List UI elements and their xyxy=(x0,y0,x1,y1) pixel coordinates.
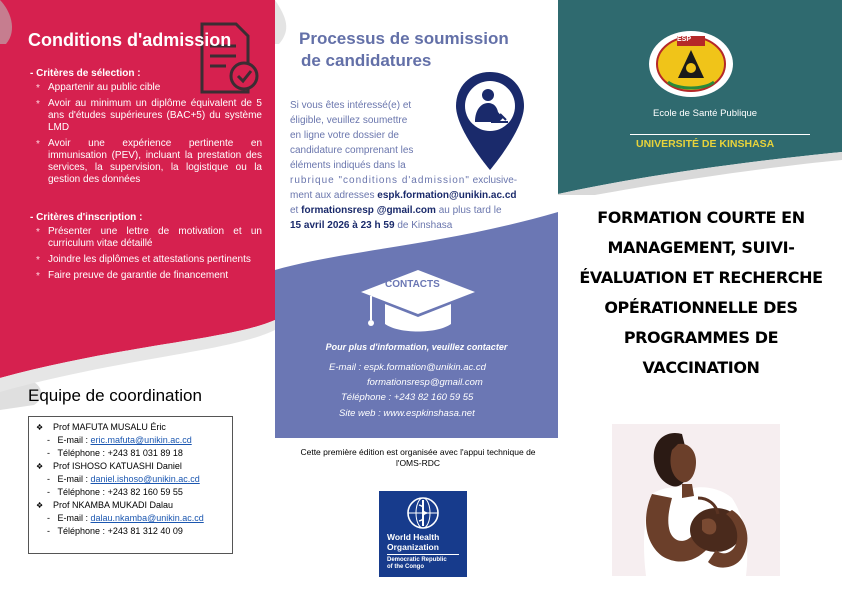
contact-email[interactable]: E-mail : espk.formation@unikin.ac.cd xyxy=(329,362,486,373)
esp-logo-text: ESP xyxy=(677,36,692,43)
header-divider xyxy=(630,134,810,135)
edition-note: Cette première édition est organisée avec l'appui technique de l'OMS-RDC xyxy=(300,447,536,468)
diamond-bullet-icon: ❖ xyxy=(36,501,44,510)
list-item: * Présenter une lettre de motivation et un curriculum vitae détaillé xyxy=(30,226,262,250)
admission-title: Conditions d'admission xyxy=(28,30,232,50)
submission-text: Si vous êtes intéressé(e) et éligible, veuillez soumettre en ligne votre dossier de candidature comprenant les éléments indiqués dans la rubrique "conditions d'admission" exclusive- ment aux adresses espk.formation@unikin.ac.cd et formationsresp @gmail.com au plus tard le 15 avril 2026 à 23 h 59 de Kinshasa xyxy=(290,100,518,231)
university-name: UNIVERSITÉ DE KINSHASA xyxy=(636,138,775,150)
member-phone: - Téléphone : +243 82 160 59 55 xyxy=(47,487,183,497)
member-email: - E-mail : dalau.nkamba@unikin.ac.cd xyxy=(47,513,204,523)
member-phone: - Téléphone : +243 81 312 40 09 xyxy=(47,526,183,536)
who-logo xyxy=(379,491,467,577)
submission-gmail[interactable]: formationsresp @gmail.com xyxy=(301,205,436,216)
diamond-bullet-icon: ❖ xyxy=(36,462,44,471)
team-title: Equipe de coordination xyxy=(28,386,202,405)
who-line3: Democratic Republic xyxy=(387,557,447,563)
member-email: - E-mail : eric.mafuta@unikin.ac.cd xyxy=(47,435,192,445)
who-line4: of the Congo xyxy=(387,564,424,570)
submission-email[interactable]: espk.formation@unikin.ac.cd xyxy=(377,190,517,201)
member-name: ❖ Prof MAFUTA MUSALU Éric xyxy=(36,422,166,432)
list-item: * Avoir une expérience pertinente en immunisation (PEV), incluant la prestation des services, la supervision, la logistique ou la gestion des données xyxy=(30,138,262,186)
member-phone: - Téléphone : +243 81 031 89 18 xyxy=(47,448,183,458)
email-link[interactable]: dalau.nkamba@unikin.ac.cd xyxy=(90,513,204,523)
who-line1: World Health xyxy=(387,532,440,542)
contact-website[interactable]: Site web : www.espkinshasa.net xyxy=(339,408,475,419)
program-title: FORMATION COURTE EN MANAGEMENT, SUIVI- ÉVALUATION ET RECHERCHE OPÉRATIONNELLE DES PROGRAMMES DE VACCINATION xyxy=(579,208,823,377)
member-email: - E-mail : daniel.ishoso@unikin.ac.cd xyxy=(47,474,200,484)
member-name: ❖ Prof ISHOSO KATUASHI Daniel xyxy=(36,461,182,471)
email-link[interactable]: eric.mafuta@unikin.ac.cd xyxy=(90,435,192,445)
inscription-criteria xyxy=(30,212,262,286)
deadline: 15 avril 2026 à 23 h 59 xyxy=(290,220,395,231)
school-name: Ecole de Santé Publique xyxy=(653,108,758,119)
list-item: * Appartenir au public cible xyxy=(30,82,262,94)
contacts-intro: Pour plus d'information, veuillez contacter xyxy=(325,342,508,352)
panel-admission xyxy=(0,0,275,595)
who-line2: Organization xyxy=(387,542,439,552)
selection-heading: - Critères de sélection : xyxy=(30,68,141,79)
selection-criteria xyxy=(30,68,262,190)
contact-phone: Téléphone : +243 82 160 59 55 xyxy=(341,392,474,403)
team-box xyxy=(28,416,233,554)
panel-cover xyxy=(558,0,842,595)
contacts-label: CONTACTS xyxy=(385,279,440,290)
who-emblem-icon xyxy=(405,495,441,531)
list-item: * Faire preuve de garantie de financement xyxy=(30,270,262,282)
who-divider xyxy=(387,554,459,555)
panel-submission xyxy=(275,0,558,595)
submission-title: Processus de soumission de candidatures xyxy=(299,29,509,70)
mother-baby-illustration xyxy=(612,424,780,576)
diamond-bullet-icon: ❖ xyxy=(36,423,44,432)
inscription-heading: - Critères d'inscription : xyxy=(30,212,143,223)
member-name: ❖ Prof NKAMBA MUKADI Dalau xyxy=(36,500,174,510)
email-link[interactable]: daniel.ishoso@unikin.ac.cd xyxy=(90,474,200,484)
list-item: * Avoir au minimum un diplôme équivalent de 5 ans d'études supérieures (BAC+5) du système LMD xyxy=(30,98,262,134)
list-item: * Joindre les diplômes et attestations pertinents xyxy=(30,254,262,266)
contact-gmail[interactable]: formationsresp@gmail.com xyxy=(367,377,483,388)
